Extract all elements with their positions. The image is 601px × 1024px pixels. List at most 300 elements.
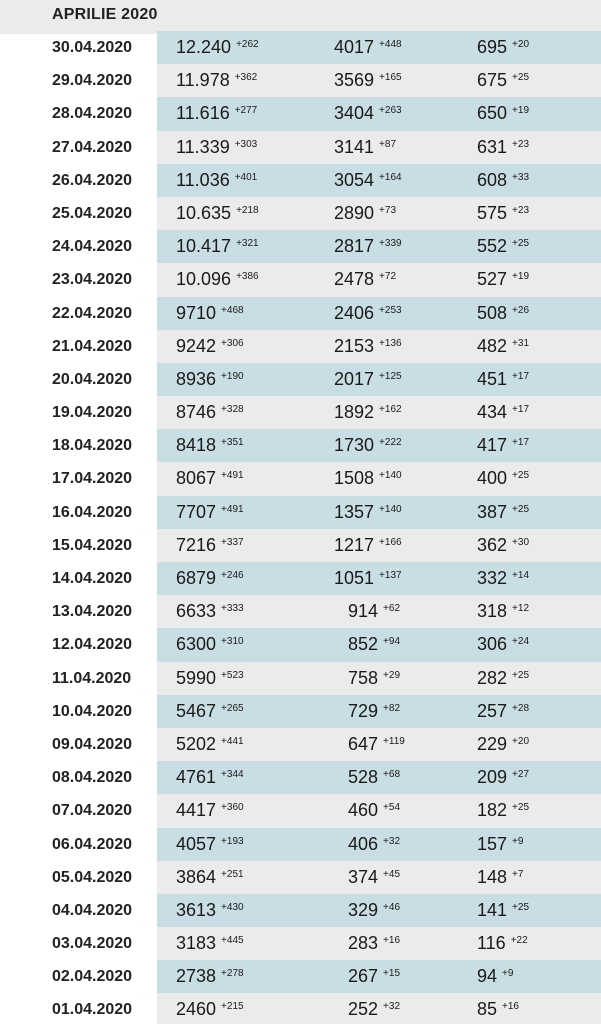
row-date: 24.04.2020 <box>52 238 133 256</box>
recovered-cell <box>334 336 402 357</box>
recovered-cell <box>334 70 402 91</box>
cell-delta: +339 <box>379 238 402 250</box>
cell-value: 6879 <box>176 568 217 588</box>
deaths-cell <box>477 369 529 390</box>
deaths-cell <box>477 999 519 1020</box>
deaths-cell <box>477 236 529 257</box>
cases-cell <box>176 203 259 224</box>
cell-value: 7707 <box>176 501 217 522</box>
cell-delta: +31 <box>512 337 530 349</box>
table-row <box>0 462 601 495</box>
recovered-cell <box>348 634 400 655</box>
recovered-cell <box>334 236 402 257</box>
cell-delta: +164 <box>379 171 402 183</box>
cell-value: 1051 <box>334 568 375 588</box>
cell-value: 12.240 <box>176 37 232 57</box>
table-row <box>0 31 601 64</box>
cell-value: 1730 <box>334 435 375 456</box>
cell-value: 451 <box>477 368 508 389</box>
data-table <box>0 31 601 1024</box>
cell-value: 5990 <box>176 667 217 688</box>
row-date: 30.04.2020 <box>52 39 133 56</box>
cell-delta: +246 <box>221 570 244 581</box>
cell-delta: +328 <box>221 404 244 416</box>
cell-value: 434 <box>477 402 508 423</box>
row-date: 17.04.2020 <box>52 470 133 488</box>
recovered-cell <box>334 269 396 290</box>
row-date: 13.04.2020 <box>52 603 133 621</box>
deaths-cell <box>477 468 529 489</box>
row-date: 03.04.2020 <box>52 935 133 953</box>
cases-cell <box>176 668 244 689</box>
cell-delta: +12 <box>512 603 530 615</box>
cell-delta: +351 <box>221 437 244 449</box>
cell-value: 1508 <box>334 468 375 489</box>
cell-delta: +25 <box>512 669 530 681</box>
cell-value: 2017 <box>334 368 375 389</box>
cases-cell <box>176 999 244 1020</box>
cell-value: 9242 <box>176 335 217 356</box>
cell-delta: +14 <box>512 570 530 581</box>
cell-value: 85 <box>477 999 498 1020</box>
cell-delta: +263 <box>379 105 402 117</box>
deaths-cell <box>477 568 529 589</box>
cell-value: 4057 <box>176 833 217 854</box>
cases-cell <box>176 236 259 257</box>
row-date: 01.04.2020 <box>52 1001 133 1019</box>
recovered-cell <box>348 867 400 888</box>
deaths-cell <box>477 336 529 357</box>
cell-value: 400 <box>477 468 508 489</box>
cell-value: 552 <box>477 236 508 257</box>
cell-delta: +222 <box>379 437 402 449</box>
cell-value: 209 <box>477 767 508 788</box>
cell-value: 2817 <box>334 236 375 257</box>
cell-value: 11.339 <box>176 136 230 157</box>
cases-cell <box>176 568 244 589</box>
cases-cell <box>176 369 244 390</box>
row-date: 23.04.2020 <box>52 271 133 289</box>
cell-delta: +401 <box>234 171 258 183</box>
cell-delta: +23 <box>512 138 530 150</box>
cell-delta: +25 <box>512 72 530 84</box>
table-row <box>0 595 601 628</box>
cell-value: 2478 <box>334 269 375 290</box>
row-date: 10.04.2020 <box>52 702 133 720</box>
cell-delta: +253 <box>379 304 402 316</box>
cases-cell <box>176 601 244 622</box>
row-date: 14.04.2020 <box>52 570 133 587</box>
row-date: 07.04.2020 <box>52 802 133 820</box>
cell-value: 11.616 <box>176 103 230 124</box>
recovered-cell <box>348 668 400 689</box>
cell-delta: +27 <box>512 769 530 781</box>
table-row <box>0 64 601 97</box>
cell-value: 508 <box>477 302 508 323</box>
cases-cell <box>176 966 244 987</box>
deaths-cell <box>477 900 529 921</box>
cell-delta: +19 <box>512 271 530 283</box>
cell-delta: +218 <box>236 204 259 216</box>
cell-delta: +491 <box>221 503 244 515</box>
cell-delta: +491 <box>221 470 244 482</box>
deaths-cell <box>477 535 529 556</box>
table-row <box>0 230 601 263</box>
table-row <box>0 396 601 429</box>
cell-delta: +23 <box>512 204 530 216</box>
recovered-cell <box>334 303 402 324</box>
row-date: 02.04.2020 <box>52 968 133 986</box>
cases-cell <box>176 502 244 523</box>
cell-value: 575 <box>477 202 508 223</box>
cell-delta: +136 <box>379 337 402 349</box>
cell-delta: +265 <box>221 702 244 714</box>
table-row <box>0 828 601 861</box>
cell-delta: +45 <box>383 868 401 880</box>
row-date: 12.04.2020 <box>52 636 133 654</box>
row-date: 08.04.2020 <box>52 769 133 787</box>
cases-cell <box>176 800 244 821</box>
cell-value: 7216 <box>176 534 217 555</box>
cell-value: 631 <box>477 136 508 157</box>
row-date: 05.04.2020 <box>52 868 133 886</box>
cell-delta: +94 <box>383 636 401 648</box>
cell-delta: +386 <box>236 271 259 283</box>
cell-value: 116 <box>477 933 506 954</box>
cell-delta: +72 <box>379 271 397 283</box>
cell-delta: +140 <box>379 470 402 482</box>
cell-delta: +17 <box>512 370 530 382</box>
cases-cell <box>176 535 244 556</box>
cell-value: 94 <box>477 966 498 987</box>
cases-cell <box>176 303 244 324</box>
cell-value: 332 <box>477 568 508 588</box>
recovered-cell <box>348 701 400 722</box>
cell-delta: +20 <box>512 39 530 50</box>
recovered-cell <box>334 203 396 224</box>
recovered-cell <box>348 767 400 788</box>
cell-value: 482 <box>477 335 508 356</box>
table-row <box>0 496 601 529</box>
cell-delta: +15 <box>383 968 401 980</box>
row-date: 20.04.2020 <box>52 370 133 388</box>
table-row <box>0 894 601 927</box>
cell-value: 647 <box>348 733 379 754</box>
cell-delta: +337 <box>221 536 244 548</box>
deaths-cell <box>477 634 529 655</box>
recovered-cell <box>334 170 402 191</box>
cell-value: 362 <box>477 534 508 555</box>
row-date: 04.04.2020 <box>52 901 133 919</box>
cell-delta: +24 <box>512 636 530 648</box>
table-row <box>0 662 601 695</box>
cell-delta: +73 <box>379 204 397 216</box>
table-row <box>0 164 601 197</box>
recovered-cell <box>334 103 402 124</box>
cell-value: 2890 <box>334 202 375 223</box>
table-row <box>0 131 601 164</box>
cases-cell <box>176 137 257 158</box>
deaths-cell <box>477 701 529 722</box>
cell-delta: +25 <box>512 470 530 482</box>
cell-delta: +25 <box>512 802 530 814</box>
cell-value: 3613 <box>176 899 217 920</box>
cell-value: 9710 <box>176 302 217 323</box>
cell-value: 3864 <box>176 866 217 887</box>
table-row <box>0 529 601 562</box>
deaths-cell <box>477 933 528 954</box>
cell-delta: +29 <box>383 669 401 681</box>
deaths-cell <box>477 734 529 755</box>
cell-value: 8418 <box>176 435 217 456</box>
cell-delta: +46 <box>383 901 401 913</box>
recovered-cell <box>348 800 400 821</box>
cell-delta: +140 <box>379 503 402 515</box>
deaths-cell <box>477 867 523 888</box>
row-date: 15.04.2020 <box>52 536 133 554</box>
cell-delta: +310 <box>221 636 244 648</box>
recovered-cell <box>334 502 402 523</box>
cell-value: 3404 <box>334 103 375 124</box>
cases-cell <box>176 634 244 655</box>
cell-delta: +25 <box>512 901 530 913</box>
deaths-cell <box>477 137 529 158</box>
cell-value: 6300 <box>176 634 217 655</box>
cases-cell <box>176 701 244 722</box>
cell-value: 387 <box>477 501 508 522</box>
deaths-cell <box>477 70 529 91</box>
recovered-cell <box>334 137 396 158</box>
cell-value: 729 <box>348 700 379 721</box>
cell-delta: +448 <box>379 39 402 50</box>
cell-delta: +193 <box>221 835 244 847</box>
cell-value: 417 <box>477 435 508 456</box>
cell-value: 141 <box>477 899 508 920</box>
cell-delta: +262 <box>236 39 259 50</box>
recovered-cell <box>348 966 400 987</box>
cell-value: 282 <box>477 667 508 688</box>
cell-delta: +16 <box>502 1001 519 1013</box>
row-date: 09.04.2020 <box>52 735 133 753</box>
cases-cell <box>176 468 244 489</box>
cell-delta: +166 <box>379 536 402 548</box>
cases-cell <box>176 435 244 456</box>
deaths-cell <box>477 502 529 523</box>
deaths-cell <box>477 767 529 788</box>
cell-delta: +445 <box>221 935 244 947</box>
cell-value: 2738 <box>176 966 217 987</box>
recovered-cell <box>348 601 400 622</box>
cell-delta: +303 <box>234 138 258 150</box>
deaths-cell <box>477 966 513 987</box>
row-date: 16.04.2020 <box>52 503 133 521</box>
cell-value: 267 <box>348 966 379 987</box>
cell-delta: +25 <box>512 238 530 250</box>
cell-delta: +468 <box>221 304 244 316</box>
recovered-cell <box>334 435 402 456</box>
cases-cell <box>176 734 244 755</box>
cell-delta: +321 <box>236 238 259 250</box>
cell-value: 10.096 <box>176 269 232 290</box>
cell-delta: +17 <box>512 437 530 449</box>
cell-delta: +82 <box>383 702 401 714</box>
table-row <box>0 695 601 728</box>
table-row <box>0 728 601 761</box>
table-row <box>0 628 601 661</box>
cell-value: 1357 <box>334 501 375 522</box>
cell-value: 914 <box>348 601 379 622</box>
cell-delta: +26 <box>512 304 530 316</box>
deaths-cell <box>477 103 529 124</box>
row-date: 18.04.2020 <box>52 437 133 455</box>
cases-cell <box>176 269 259 290</box>
cell-delta: +22 <box>510 935 528 947</box>
row-date: 19.04.2020 <box>52 404 133 422</box>
cell-delta: +87 <box>379 138 397 150</box>
cell-value: 182 <box>477 800 508 821</box>
deaths-cell <box>477 170 529 191</box>
cell-delta: +277 <box>234 105 258 117</box>
cell-delta: +9 <box>512 835 524 847</box>
cell-value: 3569 <box>334 70 375 91</box>
deaths-cell <box>477 601 529 622</box>
cell-value: 11.036 <box>176 169 230 190</box>
cell-value: 460 <box>348 800 379 821</box>
row-date: 27.04.2020 <box>52 138 133 156</box>
table-row <box>0 927 601 960</box>
cases-cell <box>176 336 244 357</box>
cases-cell <box>176 70 257 91</box>
deaths-cell <box>477 435 529 456</box>
cell-delta: +54 <box>383 802 401 814</box>
cell-value: 608 <box>477 169 508 190</box>
cell-delta: +62 <box>383 603 401 615</box>
table-row <box>0 363 601 396</box>
cell-value: 10.635 <box>176 202 232 223</box>
cell-delta: +17 <box>512 404 530 416</box>
recovered-cell <box>348 933 400 954</box>
cell-value: 4017 <box>334 37 375 57</box>
cell-value: 527 <box>477 269 508 290</box>
deaths-cell <box>477 303 529 324</box>
cell-value: 11.978 <box>176 70 230 91</box>
cell-value: 8746 <box>176 402 217 423</box>
cell-value: 3141 <box>334 136 375 157</box>
deaths-cell <box>477 668 529 689</box>
recovered-cell <box>334 402 402 423</box>
cell-value: 3054 <box>334 169 375 190</box>
cell-value: 1217 <box>334 534 375 555</box>
cases-cell <box>176 767 244 788</box>
deaths-cell <box>477 269 529 290</box>
table-row <box>0 960 601 993</box>
cell-delta: +32 <box>383 1001 401 1013</box>
deaths-cell <box>477 800 529 821</box>
row-date: 11.04.2020 <box>52 669 132 687</box>
recovered-cell <box>348 999 400 1020</box>
cell-value: 1892 <box>334 402 375 423</box>
table-row <box>0 429 601 462</box>
row-date: 25.04.2020 <box>52 204 133 222</box>
cell-value: 2153 <box>334 335 375 356</box>
recovered-cell <box>348 734 405 755</box>
cases-cell <box>176 933 244 954</box>
deaths-cell <box>477 402 529 423</box>
cell-delta: +68 <box>383 769 401 781</box>
row-date: 06.04.2020 <box>52 835 133 853</box>
cases-cell <box>176 103 257 124</box>
cases-cell <box>176 834 244 855</box>
cell-delta: +9 <box>502 968 514 980</box>
cell-value: 5467 <box>176 700 217 721</box>
row-date: 21.04.2020 <box>52 337 133 355</box>
cell-value: 852 <box>348 634 379 655</box>
cell-delta: +441 <box>221 735 244 747</box>
cell-delta: +30 <box>512 536 530 548</box>
table-row <box>0 562 601 595</box>
cell-delta: +523 <box>221 669 244 681</box>
cell-delta: +25 <box>512 503 530 515</box>
table-row <box>0 794 601 827</box>
cell-value: 283 <box>348 933 379 954</box>
cell-delta: +278 <box>221 968 244 980</box>
row-date: 26.04.2020 <box>52 171 133 189</box>
cell-value: 318 <box>477 601 508 622</box>
table-row <box>0 861 601 894</box>
deaths-cell <box>477 834 523 855</box>
cell-delta: +215 <box>221 1001 244 1013</box>
cell-delta: +165 <box>379 72 402 84</box>
cell-value: 528 <box>348 767 379 788</box>
cell-delta: +16 <box>383 935 401 947</box>
recovered-cell <box>334 568 402 589</box>
row-date: 29.04.2020 <box>52 72 133 90</box>
recovered-cell <box>334 535 402 556</box>
cell-delta: +344 <box>221 769 244 781</box>
cell-value: 4417 <box>176 800 217 821</box>
cell-value: 374 <box>348 866 379 887</box>
cell-delta: +125 <box>379 370 402 382</box>
cell-delta: +362 <box>234 72 258 84</box>
recovered-cell <box>348 900 400 921</box>
cell-value: 8067 <box>176 468 217 489</box>
cell-value: 257 <box>477 700 508 721</box>
cell-value: 252 <box>348 999 379 1020</box>
month-header <box>0 0 601 34</box>
cell-delta: +162 <box>379 404 402 416</box>
table-row <box>0 197 601 230</box>
recovered-cell <box>334 37 402 58</box>
row-date: 22.04.2020 <box>52 304 133 322</box>
cell-value: 695 <box>477 37 508 57</box>
cell-delta: +137 <box>379 570 402 581</box>
recovered-cell <box>334 369 402 390</box>
cell-value: 148 <box>477 866 508 887</box>
cell-delta: +33 <box>512 171 530 183</box>
recovered-cell <box>334 468 402 489</box>
deaths-cell <box>477 203 529 224</box>
cell-delta: +7 <box>512 868 524 880</box>
cell-delta: +32 <box>383 835 401 847</box>
cell-delta: +19 <box>512 105 530 117</box>
cell-value: 758 <box>348 667 379 688</box>
cases-cell <box>176 37 259 58</box>
table-row <box>0 297 601 330</box>
cell-value: 2406 <box>334 302 375 323</box>
cases-cell <box>176 402 244 423</box>
cell-value: 650 <box>477 103 508 124</box>
deaths-cell <box>477 37 529 58</box>
